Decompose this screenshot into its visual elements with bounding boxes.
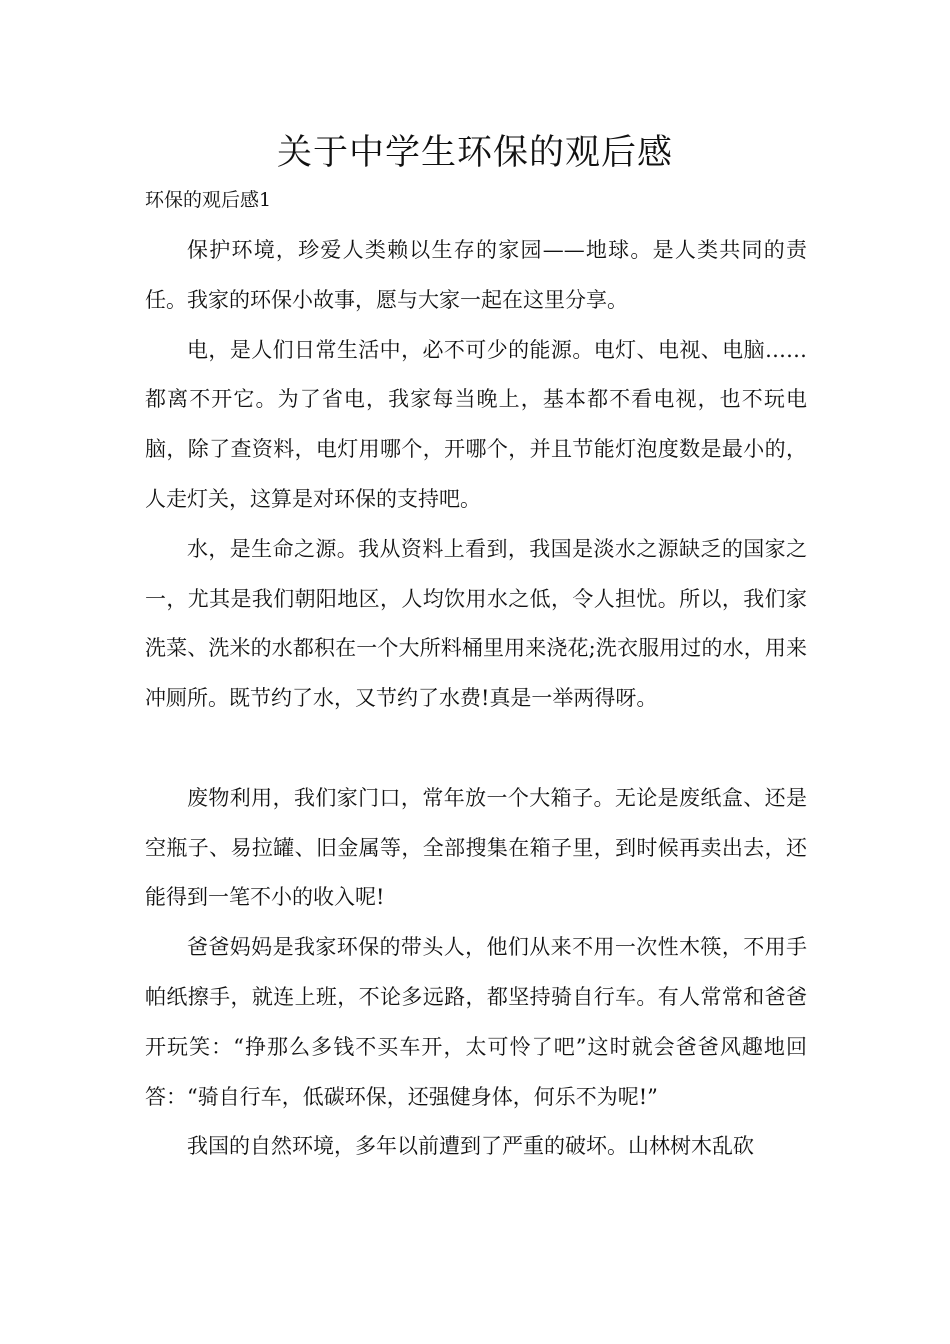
document-body bbox=[145, 226, 807, 1172]
paragraph-intro: 保护环境，珍爱人类赖以生存的家园——地球。是人类共同的责任。我家的环保小故事，愿与大家一起在这里分享。 bbox=[145, 238, 807, 312]
section-heading: 环保的观后感1 bbox=[145, 189, 272, 211]
paragraph-electricity: 电，是人们日常生活中，必不可少的能源。电灯、电视、电脑……都离不开它。为了省电，我家每当晚上，基本都不看电视，也不玩电脑，除了查资料，电灯用哪个，开哪个，并且节能灯泡度数是最小的，人走灯关，这算是对环保的支持吧。 bbox=[145, 337, 807, 511]
paragraph-parents: 爸爸妈妈是我家环保的带头人，他们从来不用一次性木筷，不用手帕纸擦手，就连上班，不论多远路，都坚持骑自行车。有人常常和爸爸开玩笑：“挣那么多钱不买车开，太可怜了吧”这时就会爸爸风趣地回答：“骑自行车，低碳环保，还强健身体，何乐不为呢!” bbox=[145, 935, 807, 1109]
paragraph-environment: 我国的自然环境，多年以前遭到了严重的破坏。山林树木乱砍 bbox=[187, 1134, 754, 1159]
paragraph-recycling: 废物利用，我们家门口，常年放一个大箱子。无论是废纸盒、还是空瓶子、易拉罐、旧金属等，全部搜集在箱子里，到时候再卖出去，还能得到一笔不小的收入呢! bbox=[145, 785, 807, 910]
paragraph-water: 水，是生命之源。我从资料上看到，我国是淡水之源缺乏的国家之一，尤其是我们朝阳地区，人均饮用水之低，令人担忧。所以，我们家洗菜、洗米的水都积在一个大所料桶里用来浇花;洗衣服用过的水，用来冲厕所。既节约了水，又节约了水费!真是一举两得呀。 bbox=[145, 536, 807, 711]
document-title: 关于中学生环保的观后感 bbox=[276, 133, 673, 173]
blank-line bbox=[145, 724, 807, 774]
